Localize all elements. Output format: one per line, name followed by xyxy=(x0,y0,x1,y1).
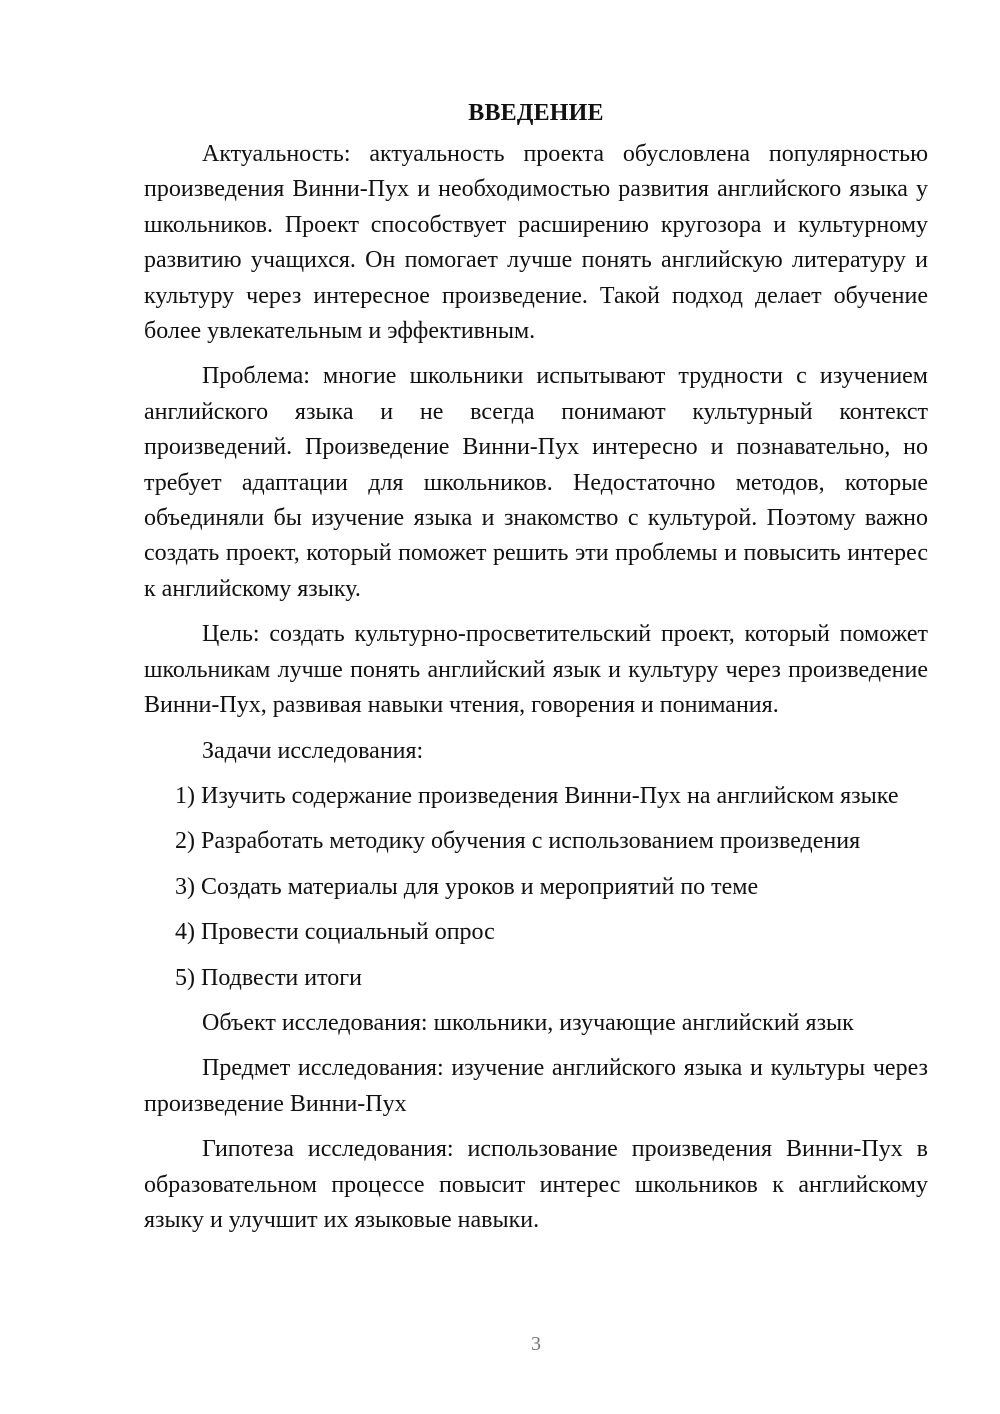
paragraph-research-object: Объект исследования: школьники, изучающие английский язык xyxy=(202,1009,854,1036)
task-item-5: 5) Подвести итоги xyxy=(175,964,362,991)
tasks-heading: Задачи исследования: xyxy=(202,737,424,764)
paragraph-research-subject: Предмет исследования: изучение английского языка и культуры через произведение Винни-Пух xyxy=(144,1055,928,1117)
task-item-4: 4) Провести социальный опрос xyxy=(175,919,495,946)
section-title: ВВЕДЕНИЕ xyxy=(468,100,604,126)
paragraph-goal: Цель: создать культурно-просветительский проект, который поможет школьникам лучше понять английский язык и культуру через произведение Винни-Пух, развивая навыки чтения, говорения и понимания. xyxy=(144,621,928,719)
task-list xyxy=(144,779,928,996)
page-content xyxy=(144,96,928,1248)
task-item-1: 1) Изучить содержание произведения Винни-Пух на английском языке xyxy=(175,782,899,809)
task-item-2: 2) Разработать методику обучения с использованием произведения xyxy=(175,828,861,855)
task-item-3: 3) Создать материалы для уроков и мероприятий по теме xyxy=(175,873,759,900)
paragraph-research-hypothesis: Гипотеза исследования: использование произведения Винни-Пух в образовательном процессе повысит интерес школьников к английскому языку и улучшит их языковые навыки. xyxy=(144,1136,928,1233)
page-number: 3 xyxy=(531,1333,541,1355)
paragraph-relevance: Актуальность: актуальность проекта обусловлена популярностью произведения Винни-Пух и необходимостью развития английского языка у школьников. Проект способствует расширению кругозора и культурному развитию учащихся. Он помогает лучше понять английскую литературу и культуру через интересное произведение. Такой подход делает обучение более увлекательным и эффективным. xyxy=(144,141,928,345)
paragraph-problem: Проблема: многие школьники испытывают трудности с изучением английского языка и не всегда понимают культурный контекст произведений. Произведение Винни-Пух интересно и познавательно, но требует адаптации для школьников. Недостаточно методов, которые объединяли бы изучение языка и знакомство с культурой. Поэтому важно создать проект, который поможет решить эти проблемы и повысить интерес к английскому языку. xyxy=(144,363,928,602)
